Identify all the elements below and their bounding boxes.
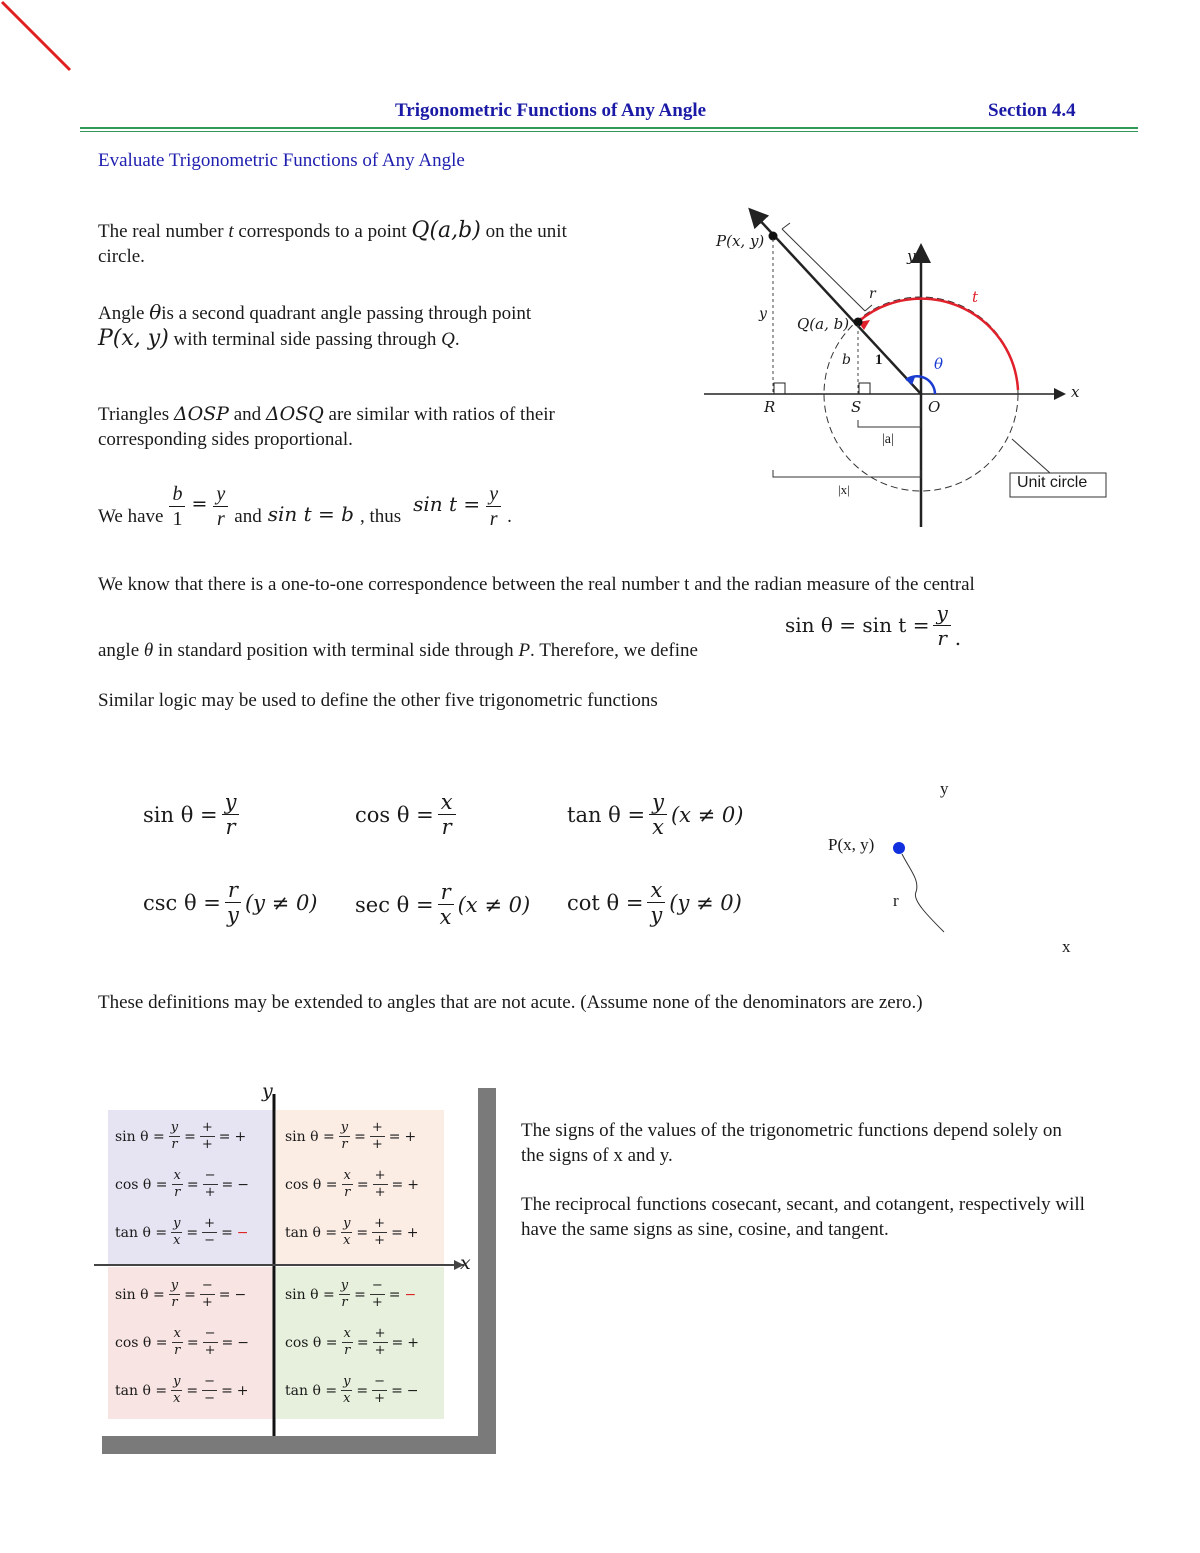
uc-abs-x: |x| bbox=[838, 482, 850, 497]
uc-b-seg: b bbox=[842, 352, 851, 368]
signs-para-1: The signs of the values of the trigonometric functions depend solely on the signs of x and y. bbox=[521, 1120, 1062, 1166]
def-sin: sin θ = $\frac{y}{r}$ bbox=[143, 790, 239, 839]
quad-y-label: y bbox=[262, 1080, 273, 1102]
small-fig-r: r bbox=[893, 891, 899, 910]
para-we-have: We have $\frac{b}{1}$ = $\frac{y}{r}$ and sin t = b , thus sin t = $\frac{y}{r}$ . bbox=[98, 483, 512, 530]
q1-sin: sin θ = $\frac{y}{r}$ = + + = + bbox=[285, 1120, 417, 1152]
sin-theta-definition: sin θ = sin t = $\frac{y}{r}$ . bbox=[785, 600, 962, 650]
q2-tan: tan θ = $\frac{y}{x}$ = + − = − bbox=[115, 1216, 249, 1248]
uc-p-label: P(x, y) bbox=[716, 232, 765, 250]
def-cot: cot θ = $\frac{x}{y}$ (y ≠ 0) bbox=[567, 878, 742, 927]
q2-cos: cos θ = $\frac{x}{r}$ = − + = − bbox=[115, 1168, 249, 1200]
header-rule bbox=[80, 127, 1138, 129]
header-section: Section 4.4 bbox=[988, 100, 1076, 121]
point-p: P(x, y) bbox=[98, 326, 169, 351]
header-title: Trigonometric Functions of Any Angle bbox=[395, 100, 707, 121]
uc-r-label: r bbox=[869, 286, 876, 302]
quad-x-label: x bbox=[460, 1252, 471, 1274]
header-rule-2 bbox=[80, 131, 1138, 132]
small-fig-y: y bbox=[940, 779, 949, 798]
corner-mark bbox=[0, 0, 80, 80]
q4-cos: cos θ = $\frac{x}{r}$ = + + = + bbox=[285, 1326, 419, 1358]
signs-para-2: The reciprocal functions cosecant, secant, and cotangent, respectively will have the same signs as sine, cosine, and tangent. bbox=[521, 1194, 1085, 1240]
para-similar-logic: Similar logic may be used to define the other five trigonometric functions bbox=[98, 690, 658, 711]
terminal-side bbox=[755, 215, 921, 394]
uc-abs-a: |a| bbox=[882, 432, 894, 447]
q2-sin: sin θ = $\frac{y}{r}$ = + + = + bbox=[115, 1120, 247, 1152]
para-triangles: Triangles ΔOSP and ΔOSQ are similar with ratios of their corresponding sides proportional. bbox=[98, 403, 555, 450]
para-correspondence-2: angle θ in standard position with terminal side through P. Therefore, we define bbox=[98, 640, 698, 661]
q1-cos: cos θ = $\frac{x}{r}$ = + + = + bbox=[285, 1168, 419, 1200]
def-csc: csc θ = $\frac{r}{y}$ (y ≠ 0) bbox=[143, 878, 318, 927]
uc-t-label: t bbox=[972, 288, 979, 306]
uc-theta: θ bbox=[934, 355, 944, 373]
def-tan: tan θ = $\frac{y}{x}$ (x ≠ 0) bbox=[567, 790, 744, 839]
point-q: Q(a,b) bbox=[411, 218, 481, 243]
para-extended: These definitions may be extended to angles that are not acute. (Assume none of the denominators are zero.) bbox=[98, 992, 923, 1013]
def-cos: cos θ = $\frac{x}{r}$ bbox=[355, 790, 456, 839]
para-angle: Angle θis a second quadrant angle passing through point P(x, y) with terminal side passing through Q. bbox=[98, 300, 532, 351]
uc-one: 1 bbox=[875, 352, 883, 368]
uc-x-axis-label: x bbox=[1071, 383, 1080, 401]
small-fig-sketch bbox=[880, 830, 960, 940]
small-fig-x: x bbox=[1062, 937, 1071, 956]
q4-tan: tan θ = $\frac{y}{x}$ = − + = − bbox=[285, 1374, 419, 1406]
q3-cos: cos θ = $\frac{x}{r}$ = − + = − bbox=[115, 1326, 249, 1358]
def-sec: sec θ = $\frac{r}{x}$ (x ≠ 0) bbox=[355, 880, 531, 929]
q4-sin: sin θ = $\frac{y}{r}$ = − + = − bbox=[285, 1278, 417, 1310]
uc-R: R bbox=[764, 398, 776, 416]
q1-tan: tan θ = $\frac{y}{x}$ = + + = + bbox=[285, 1216, 419, 1248]
para-correspondence-1: We know that there is a one-to-one correspondence between the real number t and the radian measure of the central bbox=[98, 574, 975, 595]
uc-callout-text: Unit circle bbox=[1017, 474, 1088, 491]
uc-O: O bbox=[928, 398, 941, 416]
q3-sin: sin θ = $\frac{y}{r}$ = − + = − bbox=[115, 1278, 247, 1310]
uc-y-axis-label: y bbox=[907, 247, 916, 265]
arc-t bbox=[858, 299, 1018, 390]
uc-y-seg: y bbox=[759, 306, 767, 322]
uc-q-label: Q(a, b) bbox=[797, 315, 850, 333]
small-fig-point: P(x, y) bbox=[828, 835, 875, 854]
section-subtitle: Evaluate Trigonometric Functions of Any Angle bbox=[98, 150, 465, 171]
uc-S: S bbox=[851, 398, 862, 416]
q3-tan: tan θ = $\frac{y}{x}$ = − − = + bbox=[115, 1374, 249, 1406]
para-real-number: The real number t corresponds to a point Q(a,b) on the unit circle. bbox=[98, 218, 567, 267]
